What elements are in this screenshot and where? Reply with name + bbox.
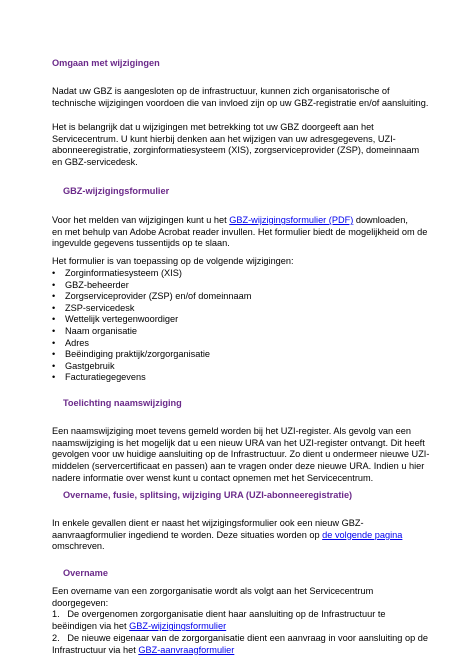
bullet-icon: • (52, 372, 56, 383)
step-2: 2. De nieuwe eigenaar van de zorgorganisatie dient een aanvraag in voor aansluiting op de (52, 632, 428, 643)
naamswijziging-paragraph (52, 426, 429, 485)
text-line: omschreven. (52, 541, 105, 552)
list-item: • Gastgebruik (52, 360, 115, 371)
text-segment: Infrastructuur via het (52, 644, 139, 655)
list-item: • Zorgserviceprovider (ZSP) en/of domeinnaam (52, 291, 252, 302)
gbz-aanvraagformulier-link[interactable]: GBZ-aanvraagformulier (138, 644, 235, 655)
text-line: en met behulp van Adobe Acrobat reader invullen. Het formulier biedt de mogelijkheid om de (52, 226, 428, 237)
list-intro: Het formulier is van toepassing op de volgende wijzigingen: (52, 256, 294, 266)
step-1: 1. De overgenomen zorgorganisatie dient haar aansluiting op de Infrastructuur te (52, 609, 386, 620)
bullet-icon: • (52, 337, 56, 348)
text-line: Een naamswijziging moet tevens gemeld worden bij het UZI-register. Als gevolg van een (52, 426, 412, 436)
step-number: 1. (52, 609, 60, 620)
heading-toelichting-naamswijziging: Toelichting naamswijziging (63, 398, 182, 408)
heading-overname-fusie-splitsing: Overname, fusie, splitsing, wijziging URA (UZI-abonneeregistratie) (63, 490, 353, 500)
text-line (52, 645, 428, 656)
changes-list (52, 268, 432, 384)
text-line: Een overname van een zorgorganisatie wordt als volgt aan het Servicecentrum (52, 586, 374, 596)
bullet-icon: • (52, 360, 56, 371)
text-line (52, 530, 402, 542)
overname-fusie-paragraph (52, 518, 402, 553)
intro-paragraph (52, 86, 428, 109)
overname-steps (52, 586, 428, 656)
text-line: gevolgen voor uw huidige aansluiting op de Infrastructuur. Zo dient u ondermeer nieuwe UZI- (52, 449, 430, 460)
text-line (52, 621, 428, 633)
list-item: • Wettelijk vertegenwoordiger (52, 314, 179, 325)
gbz-wijzigingsformulier-pdf-link[interactable]: GBZ-wijzigingsformulier (PDF) (229, 215, 354, 225)
text-segment: downloaden, (353, 215, 408, 225)
text-line: Servicecentrum. U kunt hierbij denken aan het wijzigen van uw adresgegevens, UZI- (52, 133, 396, 144)
text-line: ingevulde gegevens tussentijds op te slaan. (52, 238, 230, 249)
info-paragraph (52, 122, 419, 169)
bullet-icon: • (52, 349, 56, 360)
text-segment: beëindigen via het (52, 621, 130, 632)
list-item: • ZSP-servicedesk (52, 302, 135, 313)
bullet-icon: • (52, 291, 56, 302)
text-line: middelen (servercertificaat en passen) aan te vragen onder deze nieuwe URA. Indien u hier (52, 461, 425, 472)
heading-gbz-wijzigingsformulier: GBZ-wijzigingsformulier (63, 186, 170, 196)
text-line: Het is belangrijk dat u wijzigingen met betrekking tot uw GBZ doorgeeft aan het (52, 122, 374, 132)
list-item: • Zorginformatiesysteem (XIS) (52, 268, 182, 278)
list-item: • Beëindiging praktijk/zorgorganisatie (52, 349, 211, 360)
list-item: • Adres (52, 337, 90, 348)
list-item: • GBZ-beheerder (52, 279, 129, 290)
bullet-icon: • (52, 302, 56, 313)
text-line: technische wijzigingen voordoen die van invloed zijn op uw GBZ-registratie en/of aansluiting. (52, 97, 429, 108)
bullet-icon: • (52, 268, 56, 278)
list-item: • Naam organisatie (52, 325, 138, 336)
heading-overname: Overname (63, 568, 108, 578)
bullet-icon: • (52, 279, 56, 290)
bullet-icon: • (52, 314, 56, 325)
text-line: In enkele gevallen dient er naast het wijzigingsformulier ook een nieuw GBZ- (52, 518, 364, 528)
bullet-icon: • (52, 325, 56, 336)
download-paragraph (52, 215, 427, 250)
step-number: 2. (52, 632, 60, 643)
text-line (52, 215, 427, 227)
volgende-pagina-link[interactable]: de volgende pagina (322, 529, 403, 540)
text-segment: aanvraagformulier ingediend te worden. Deze situaties worden op (52, 529, 323, 540)
text-line: doorgegeven: (52, 597, 109, 608)
heading-omgaan-met-wijzigingen: Omgaan met wijzigingen (52, 58, 160, 68)
list-item: • Facturatiegegevens (52, 372, 146, 383)
text-line: naamswijziging is het mogelijk dat u een nieuw URA van het UZI-register ontvangt. Dit heeft (52, 437, 425, 448)
text-line: abonneeregistratie, zorginformatiesysteem (XIS), zorgserviceprovider (ZSP), domeinnaam (52, 145, 420, 156)
text-line: nadere informatie over wenst kunt u contact opnemen met het Servicecentrum. (52, 472, 374, 483)
gbz-wijzigingsformulier-link[interactable]: GBZ-wijzigingsformulier (129, 621, 227, 632)
text-line: en GBZ-servicedesk. (52, 157, 138, 168)
text-segment: Voor het melden van wijzigingen kunt u het (52, 215, 230, 225)
text-line: Nadat uw GBZ is aangesloten op de infrastructuur, kunnen zich organisatorische of (52, 86, 390, 96)
